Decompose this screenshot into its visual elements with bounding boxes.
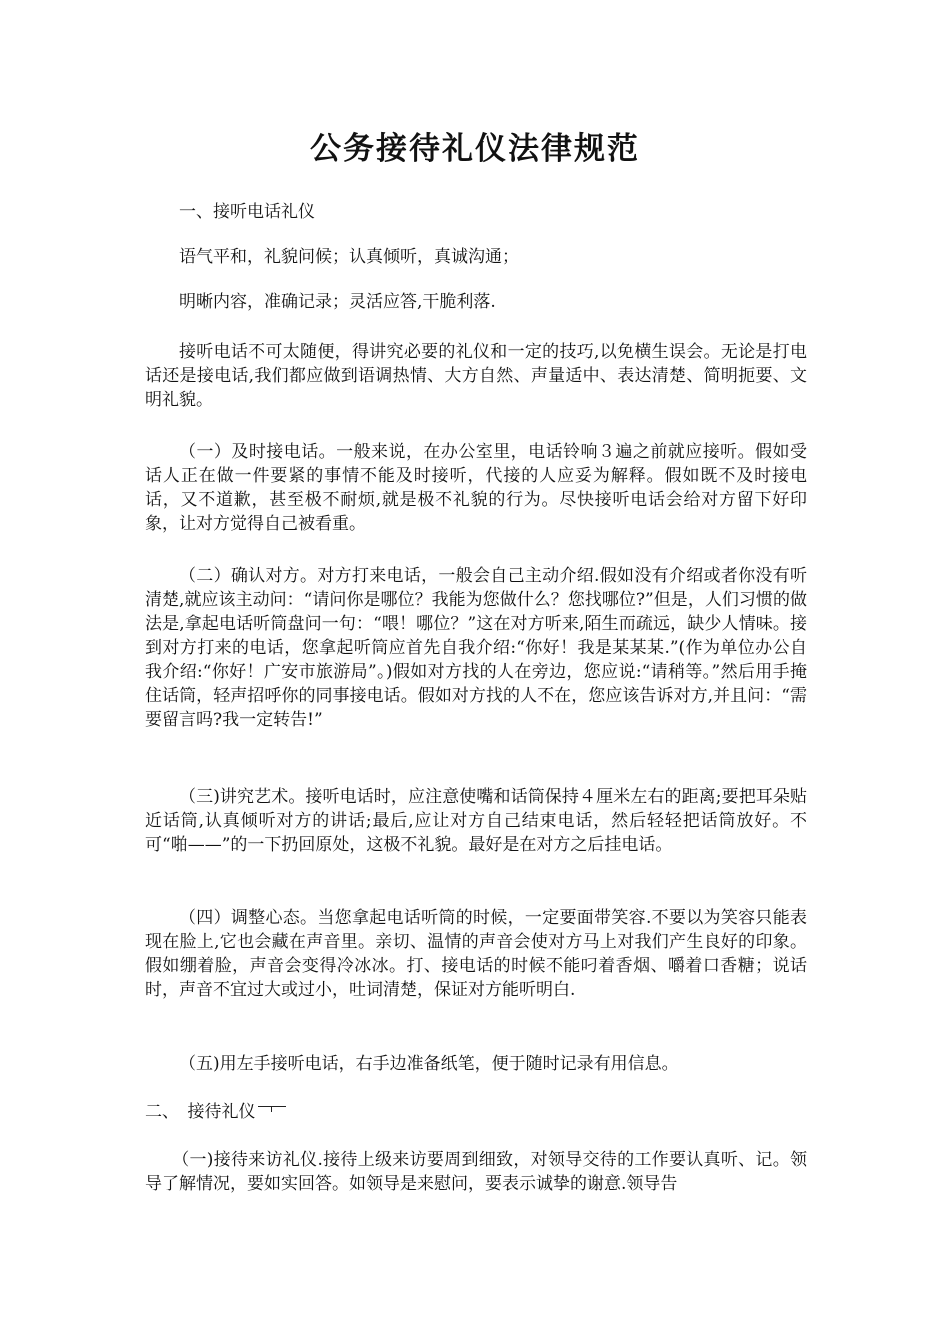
paragraph: 明晰内容，准确记录；灵活应答,干脆利落. bbox=[179, 292, 496, 312]
paragraph: （四）调整心态。当您拿起电话听筒的时候，一定要面带笑容.不要以为笑容只能表现在脸上,它也会藏在声音里。亲切、温情的声音会使对方马上对我们产生良好的印象。假如绷着脸，声音会变得冷冰冰。打、接电话的时候不能叼着香烟、嚼着口香糖；说话时，声音不宜过大或过小，吐词清楚，保证对方能听明白. bbox=[145, 908, 807, 1000]
paragraph: （五)用左手接听电话，右手边准备纸笔，便于随时记录有用信息。 bbox=[179, 1054, 679, 1074]
paragraph: （二）确认对方。对方打来电话，一般会自己主动介绍.假如没有介绍或者你没有听清楚,就应该主动问：“请问你是哪位？我能为您做什么？您找哪位?”但是，人们习惯的做法是,拿起电话听筒盘问一句：“喂！哪位？”这在对方听来,陌生而疏远，缺少人情味。接到对方打来的电话，您拿起听筒应首先自我介绍:“你好！我是某某某.”(作为单位办公自我介绍:“你好！广安市旅游局”。)假如对方找的人在旁边，您应说:“请稍等。”然后用手掩住话筒，轻声招呼你的同事接电话。假如对方找的人不在，您应该告诉对方,并且问：“需要留言吗?我一定转告!” bbox=[145, 566, 807, 730]
paragraph: （一)接待来访礼仪.接待上级来访要周到细致，对领导交待的工作要认真听、记。领导了解情况，要如实回答。如领导是来慰问，要表示诚挚的谢意.领导告 bbox=[145, 1150, 807, 1194]
paragraph: 语气平和，礼貌问候；认真倾听，真诚沟通； bbox=[179, 247, 519, 267]
paragraph: （三)讲究艺术。接听电话时，应注意使嘴和话筒保持４厘米左右的距离;要把耳朵贴近话筒,认真倾听对方的讲话;最后,应让对方自己结束电话，然后轻轻把话筒放好。不可“啪——”的一下扔回原处，这极不礼貌。最好是在对方之后挂电话。 bbox=[145, 787, 807, 855]
section-heading-text: 二、 接待礼仪 bbox=[145, 1102, 256, 1122]
heading-mark-icon bbox=[258, 1106, 286, 1115]
paragraph: 接听电话不可太随便，得讲究必要的礼仪和一定的技巧,以免横生误会。无论是打电话还是接电话,我们都应做到语调热情、大方自然、声量适中、表达清楚、简明扼要、文明礼貌。 bbox=[145, 342, 807, 410]
document-title: 公务接待礼仪法律规范 bbox=[310, 131, 640, 167]
section-heading-phone: 一、接听电话礼仪 bbox=[179, 202, 315, 222]
paragraph: （一）及时接电话。一般来说，在办公室里，电话铃响３遍之前就应接听。假如受话人正在做一件要紧的事情不能及时接听，代接的人应妥为解释。假如既不及时接电话，又不道歉，甚至极不耐烦,就是极不礼貌的行为。尽快接听电话会给对方留下好印象，让对方觉得自己被看重。 bbox=[145, 442, 807, 534]
section-heading-reception bbox=[145, 1100, 807, 1124]
